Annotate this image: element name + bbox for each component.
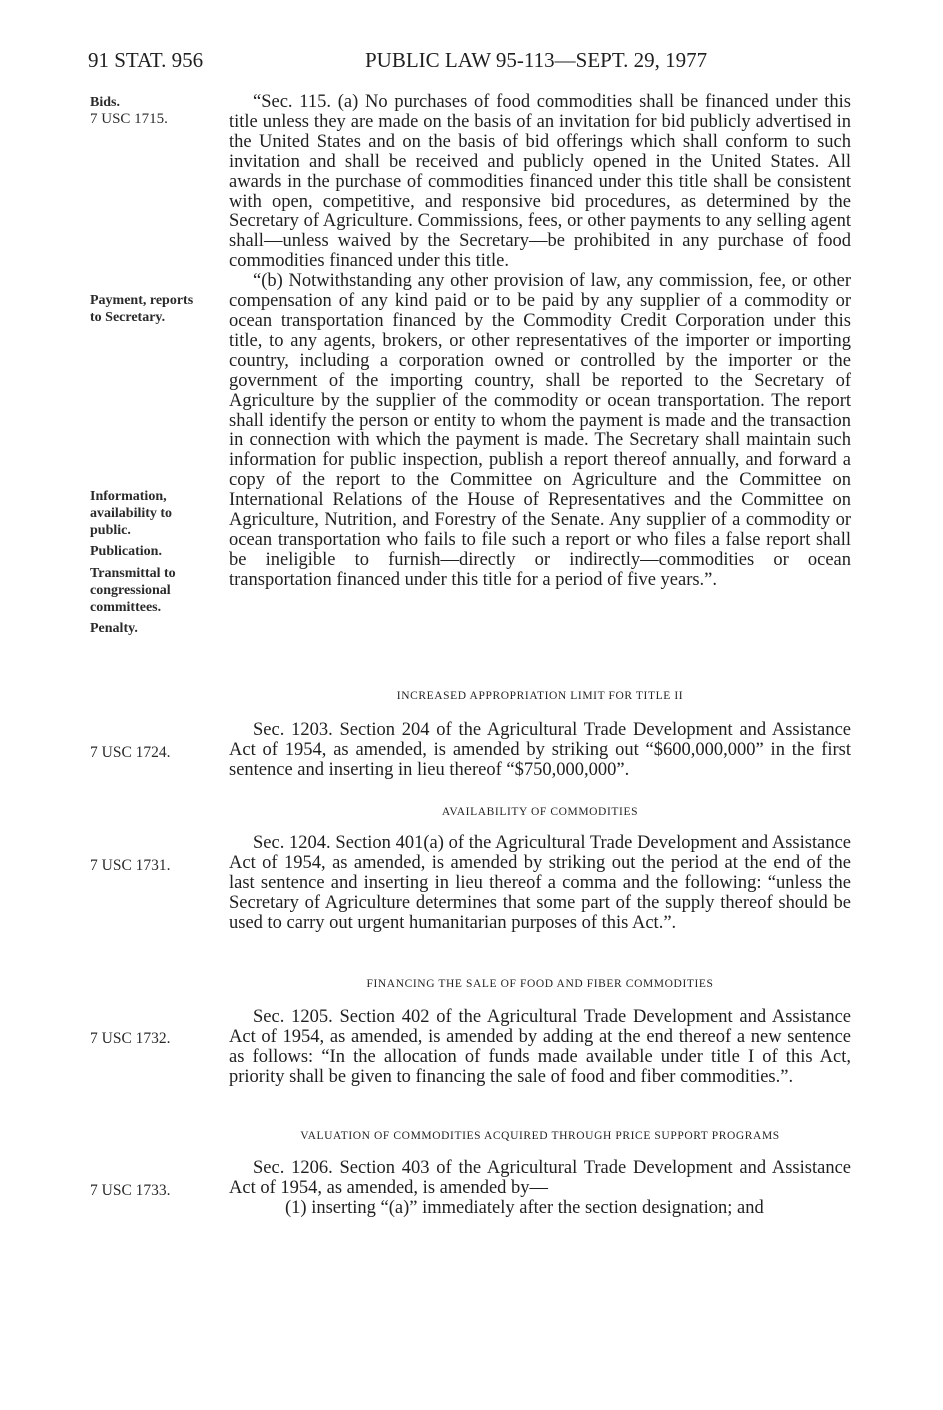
section-1206-item-1: (1) inserting “(a)” immediately after the section designation; and	[285, 1197, 764, 1218]
margin-note-usc-1732: 7 USC 1732.	[90, 1030, 171, 1047]
section-1205	[229, 1008, 851, 1088]
section-1204-heading: AVAILABILITY OF COMMODITIES	[441, 806, 639, 818]
running-head: PUBLIC LAW 95-113—SEPT. 29, 1977	[365, 48, 708, 72]
margin-note-line: committees.	[90, 600, 162, 615]
section-115-a: “Sec. 115. (a) No purchases of food commodities shall be financed under this title unless they are made on the basis of an invitation for bid publicly advertised in the United States and on the basis of bid offerings which shall conform to such invitation and shall be received and publicly opened in the United States. All awards in the purchase of commodities financed under this title shall be consistent with open, competitive, and responsive bid procedures, as determined by the Secretary of Agriculture. Commissions, fees, or other payments to any selling agent shall—unless waived by the Secretary—be prohibited in any purchase of food commodities financed under this title.	[229, 92, 851, 272]
margin-note-line: Information,	[90, 489, 167, 504]
margin-note-line: to Secretary.	[90, 310, 166, 325]
stat-page-number: 91 STAT. 956	[88, 48, 204, 72]
margin-note-usc-1733: 7 USC 1733.	[90, 1182, 171, 1199]
section-1204-text: Sec. 1204. Section 401(a) of the Agricultural Trade Development and Assistance Act of 1954, as amended, is amended by striking out the period at the end of the last sentence and inserting in lieu thereof a comma and the following: “unless the Secretary of Agriculture determines that some part of the supply thereof should be used to carry out urgent humanitarian purposes of this Act.”.	[229, 833, 851, 933]
section-115-b: “(b) Notwithstanding any other provision of law, any commission, fee, or other compensation of any kind paid or to be paid by any supplier of a commodity or ocean transportation financed by the Commodity Credit Corporation under this title, to any agents, brokers, or other representatives of the importer or importing country, including a corporation owned or controlled by the importer or the government of the importing country, shall be reported to the Secretary of Agriculture by the supplier of the commodity or ocean transportation. The report shall identify the person or entity to whom the payment is made and the transaction in connection with which the payment is made. The Secretary shall maintain such information for public inspection, publish a report thereof annually, and forward a copy of the report to the Committee on Agriculture and the Committee on International Relations of the House of Representatives and the Committee on Agriculture, Nutrition, and Forestry of the Senate. Any supplier of a commodity or ocean transportation who fails to file such a report or who files a false report shall be ineligible to furnish—directly or indirectly—commodities or ocean transportation financed under this title for a period of five years.”.	[229, 271, 851, 590]
margin-note-bids	[90, 94, 168, 128]
section-1203-text: Sec. 1203. Section 204 of the Agricultural Trade Development and Assistance Act of 1954, as amended, is amended by striking out “$600,000,000” in the first sentence and inserting in lieu thereof “$750,000,000”.	[229, 720, 851, 780]
margin-note-citation: 7 USC 1715.	[90, 111, 168, 127]
margin-note-usc-1731: 7 USC 1731.	[90, 857, 171, 874]
margin-note-transmittal	[90, 565, 176, 616]
margin-note-line: Transmittal to	[90, 566, 176, 581]
margin-note-payment	[90, 292, 193, 326]
margin-note-penalty: Penalty.	[90, 621, 138, 636]
margin-note-line: public.	[90, 523, 131, 538]
section-1205-text: Sec. 1205. Section 402 of the Agricultural Trade Development and Assistance Act of 1954, as amended, is amended by adding at the end thereof a new sentence as follows: “In the allocation of funds made available under title I of this Act, priority shall be given to financing the sale of food and fiber commodities.”.	[229, 1007, 851, 1087]
section-115	[229, 93, 851, 591]
section-1203-heading: INCREASED APPROPRIATION LIMIT FOR TITLE II	[396, 690, 684, 702]
margin-note-usc-1724: 7 USC 1724.	[90, 744, 171, 761]
margin-note-information	[90, 488, 172, 539]
margin-note-publication: Publication.	[90, 544, 162, 559]
section-1206-text: Sec. 1206. Section 403 of the Agricultural Trade Development and Assistance Act of 1954, as amended, is amended by—	[229, 1158, 851, 1198]
section-1204	[229, 834, 851, 934]
section-1205-heading: FINANCING THE SALE OF FOOD AND FIBER COMMODITIES	[366, 978, 714, 990]
margin-note-line: Payment, reports	[90, 293, 194, 308]
section-1206	[229, 1159, 851, 1219]
section-1203	[229, 721, 851, 781]
margin-note-line: availability to	[90, 506, 173, 521]
margin-note-line: congressional	[90, 583, 171, 598]
margin-note-line: Bids.	[90, 95, 120, 110]
section-1206-heading: VALUATION OF COMMODITIES ACQUIRED THROUGH PRICE SUPPORT PROGRAMS	[300, 1130, 780, 1142]
